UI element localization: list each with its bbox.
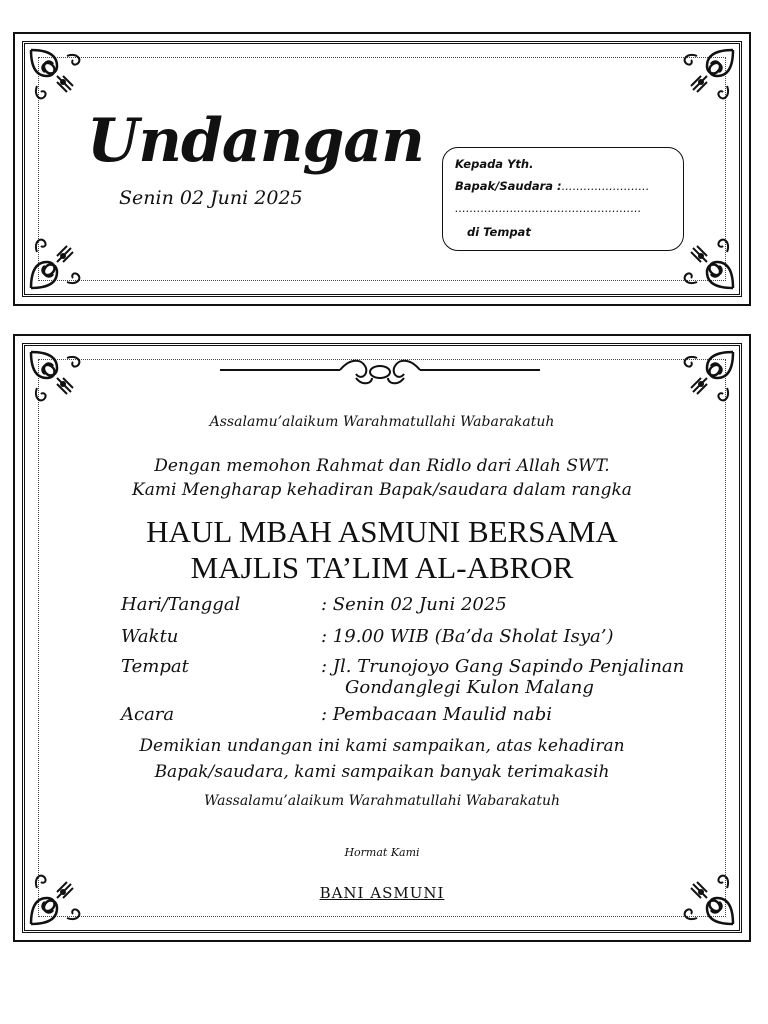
envelope-date: Senin 02 Juni 2025 <box>119 187 303 209</box>
address-line-place: di Tempat <box>467 225 531 239</box>
event-title-line-2: MAJLIS TA’LIM AL-ABROR <box>190 550 574 585</box>
corner-ornament-icon <box>677 232 737 292</box>
closing-line-2: Bapak/saudara, kami sampaikan banyak terimakasih <box>154 762 610 782</box>
detail-value-place-line-2: Gondanglegi Kulon Malang <box>345 677 594 698</box>
signature: BANI ASMUNI <box>319 884 445 902</box>
detail-value-time: : 19.00 WIB (Ba’da Sholat Isya’) <box>321 626 614 647</box>
detail-value-place: : Jl. Trunojoyo Gang Sapindo Penjalinan <box>321 656 685 677</box>
event-title-line-1: HAUL MBAH ASMUNI BERSAMA <box>146 514 618 549</box>
address-line-name: Bapak/Saudara :........................ <box>455 179 650 193</box>
intro-line-2: Kami Mengharap kehadiran Bapak/saudara dalam rangka <box>132 480 632 500</box>
address-line-recipient: Kepada Yth. <box>455 157 534 171</box>
corner-ornament-icon <box>677 46 737 106</box>
address-line-blank: ................................................... <box>455 201 642 215</box>
corner-ornament-icon <box>27 46 87 106</box>
detail-label-time: Waktu <box>121 626 179 647</box>
divider-ornament-icon <box>210 354 550 392</box>
detail-label-event: Acara <box>121 704 175 725</box>
address-box <box>442 147 684 251</box>
detail-label-place: Tempat <box>121 656 189 677</box>
detail-value-event: : Pembacaan Maulid nabi <box>321 704 553 725</box>
detail-value-date: : Senin 02 Juni 2025 <box>321 594 507 615</box>
greeting: Assalamu’alaikum Warahmatullahi Wabarakatuh <box>209 414 555 430</box>
intro-line-1: Dengan memohon Rahmat dan Ridlo dari Allah SWT. <box>154 456 610 476</box>
farewell: Wassalamu’alaikum Warahmatullahi Wabarakatuh <box>203 793 561 809</box>
corner-ornament-icon <box>677 348 737 408</box>
corner-ornament-icon <box>27 232 87 292</box>
corner-ornament-icon <box>27 348 87 408</box>
invitation-title: Undangan <box>87 106 424 176</box>
regards: Hormat Kami <box>344 846 420 859</box>
envelope-card <box>13 32 751 306</box>
closing-line-1: Demikian undangan ini kami sampaikan, atas kehadiran <box>139 736 625 756</box>
invitation-card <box>13 334 751 942</box>
detail-label-date: Hari/Tanggal <box>121 594 241 615</box>
